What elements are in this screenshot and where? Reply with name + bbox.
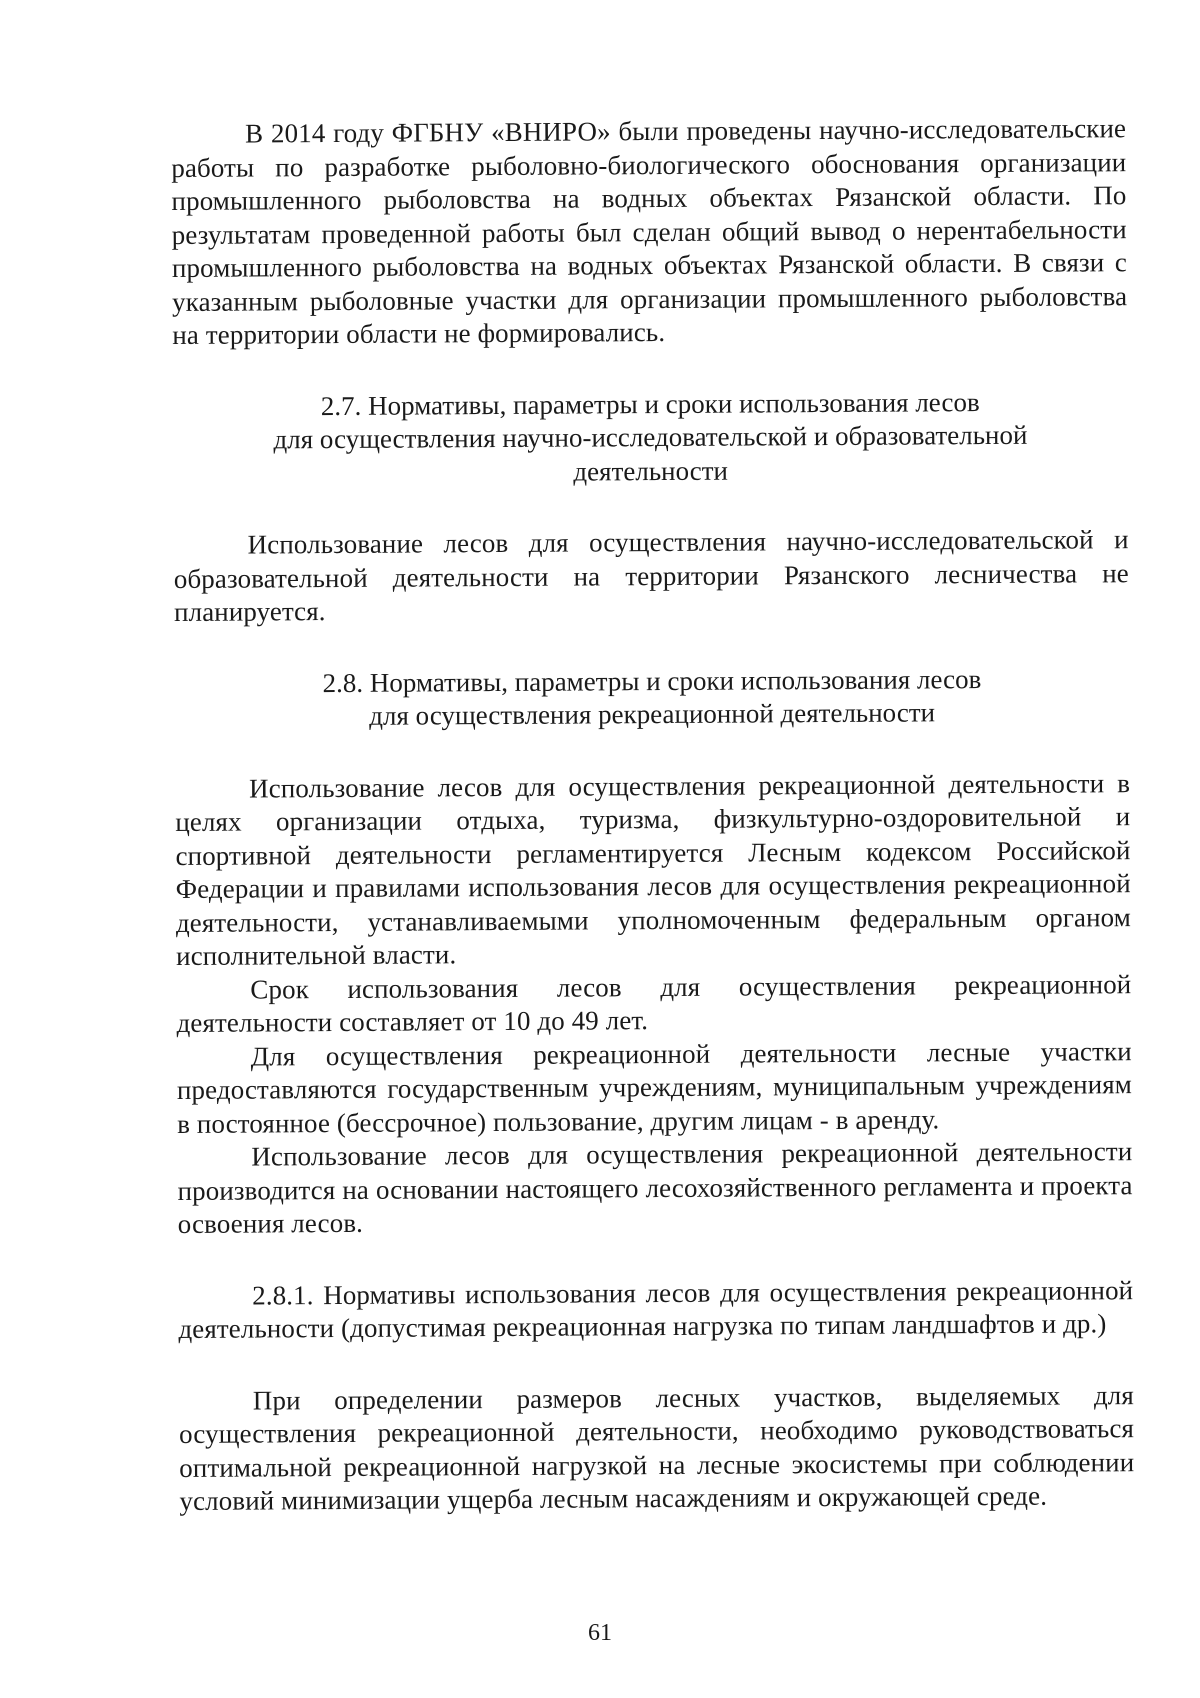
- section-2-8-heading: [174, 662, 1129, 735]
- page-number: 61: [588, 1620, 612, 1646]
- document-body: [171, 112, 1135, 1518]
- section-2-8-1-paragraph: При определении размеров лесных участков, выделяемых для осуществления рекреационной деятельности, необходимо руководствоваться оптимальной рекреационной нагрузкой на лесные экосистемы при соблюдении условий минимизации ущерба лесным насаждениям и окружающей среде.: [178, 1379, 1135, 1516]
- section-2-8-paragraph-1: Использование лесов для осуществления рекреационной деятельности в целях организации отдыха, туризма, физкультурно-оздоровительной и спортивной деятельности регламентируется Лесным кодексом Российской Федерации и правилами использования лесов для осуществления рекреационной деятельности, устанавливаемыми уполномоченным федеральным органом исполнительной власти.: [175, 767, 1131, 971]
- spacer: [179, 1341, 1134, 1385]
- spacer: [173, 485, 1128, 529]
- section-2-8-paragraph-4: Использование лесов для осуществления рекреационной деятельности производится на основании настоящего лесохозяйственного регламента и проекта освоения лесов.: [177, 1136, 1133, 1239]
- section-2-7-heading-line-3: деятельности: [573, 455, 729, 487]
- section-2-8-paragraph-2: Срок использования лесов для осуществления рекреационной деятельности составляет от 10 до 49 лет.: [176, 968, 1132, 1038]
- section-2-8-heading-line-1: 2.8. Нормативы, параметры и сроки использования лесов: [322, 663, 982, 698]
- section-2-7-heading-line-1: 2.7. Нормативы, параметры и сроки использования лесов: [320, 386, 980, 421]
- spacer: [174, 624, 1129, 668]
- spacer: [172, 347, 1127, 391]
- section-2-8-paragraph-3: Для осуществления рекреационной деятельности лесные участки предоставляются государственным учреждениям, муниципальным учреждениям в постоянное (бессрочное) пользование, другим лицам - в аренду.: [176, 1035, 1133, 1139]
- section-2-7-heading-line-2: для осуществления научно-исследовательской и образовательной: [273, 419, 1028, 455]
- section-2-8-heading-line-2: для осуществления рекреационной деятельности: [369, 697, 936, 731]
- section-2-7-paragraph: Использование лесов для осуществления научно-исследовательской и образовательной деятельности на территории Рязанского лесничества не планируется.: [173, 524, 1129, 627]
- section-2-7-heading: [173, 385, 1129, 491]
- section-2-8-1-heading: 2.8.1. Нормативы использования лесов для осуществления рекреационной деятельности (допустимая рекреационная нагрузка по типам ландшафтов и др.): [178, 1274, 1134, 1344]
- spacer: [175, 729, 1130, 773]
- spacer: [178, 1236, 1133, 1280]
- paragraph-intro: В 2014 году ФГБНУ «ВНИРО» были проведены научно-исследовательские работы по разработке рыболовно-биологического обоснования организации промышленного рыболовства на водных объектах Рязанской области. По результатам проведенной работы был сделан общий вывод о нерентабельности промышленного рыболовства на водных объектах Рязанской области. В связи с указанным рыболовные участки для организации промышленного рыболовства на территории области не формировались.: [171, 113, 1128, 350]
